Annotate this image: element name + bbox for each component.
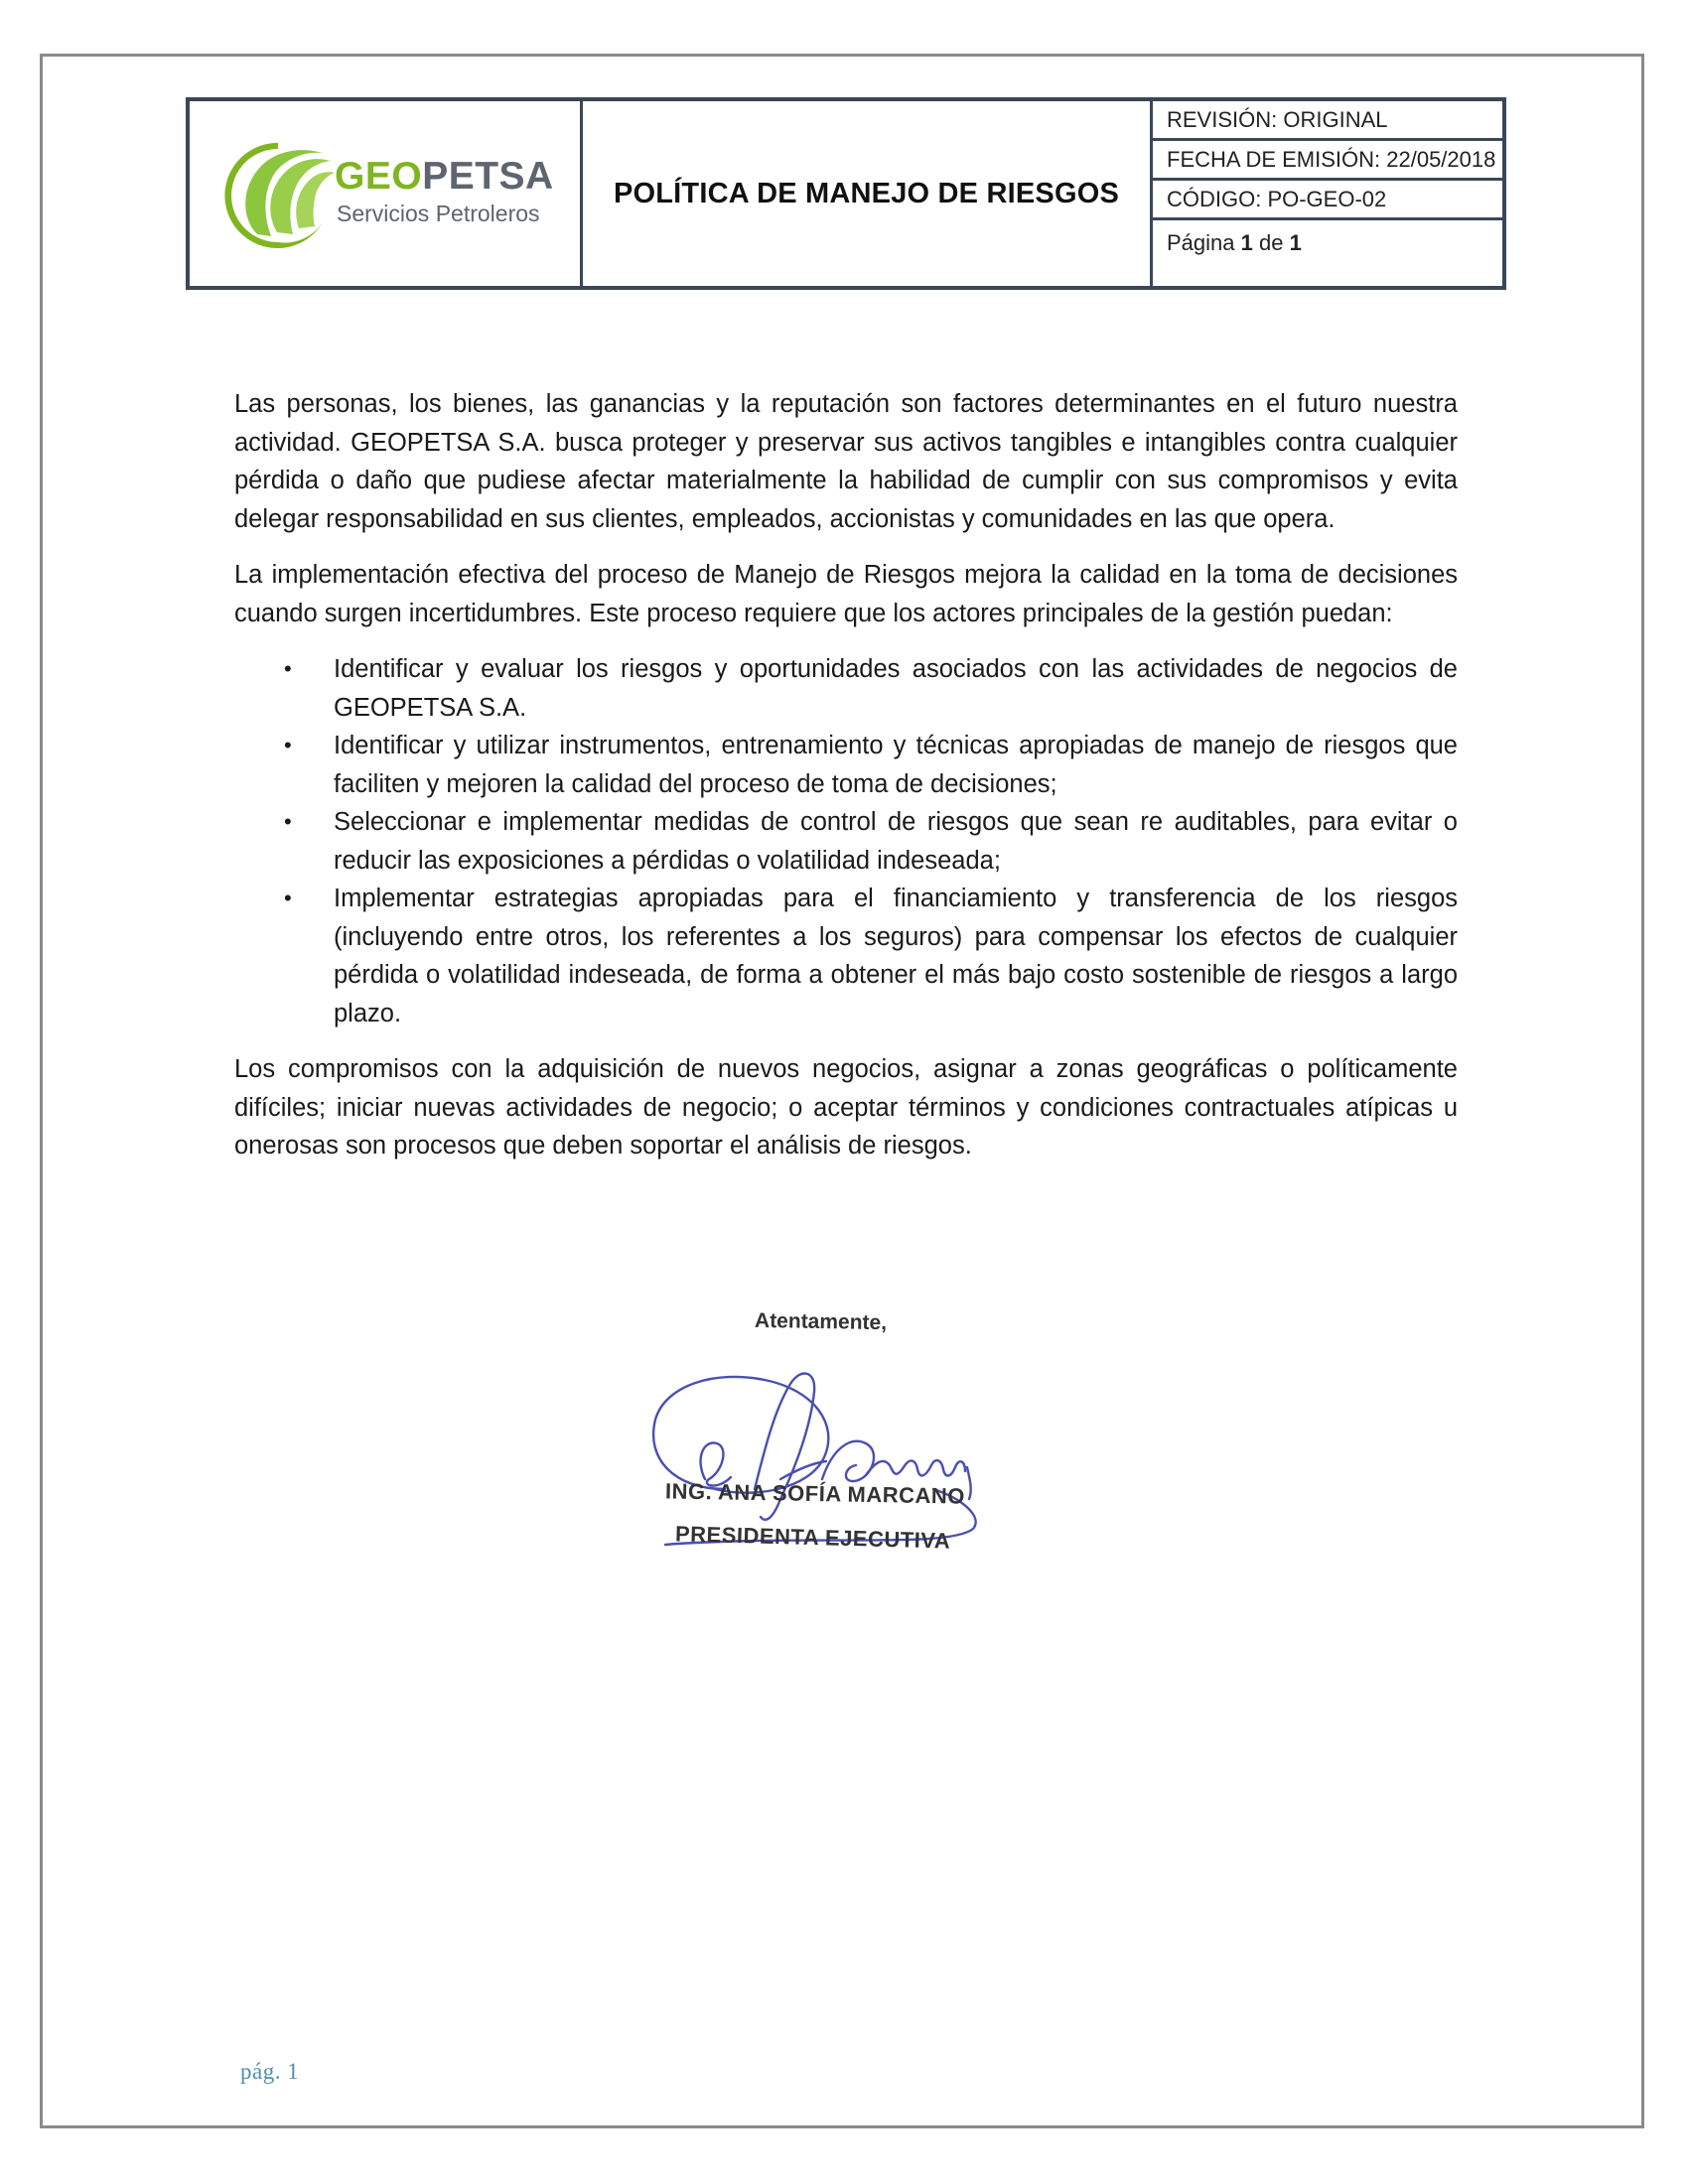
code-field: CÓDIGO: PO-GEO-02 bbox=[1153, 181, 1502, 220]
list-item bbox=[234, 803, 1458, 880]
geopetsa-logo-icon bbox=[219, 137, 337, 254]
page-label: Página bbox=[1167, 230, 1235, 255]
signatory-name: ING. ANA SOFÍA MARCANO bbox=[664, 1478, 966, 1509]
logo-wordmark bbox=[335, 157, 554, 196]
title-cell bbox=[583, 101, 1153, 286]
page-count-field bbox=[1153, 220, 1502, 286]
page-total: 1 bbox=[1289, 230, 1302, 255]
page-of: de bbox=[1259, 230, 1284, 255]
signatory-title: PRESIDENTA EJECUTIVA bbox=[674, 1521, 951, 1554]
document-title: POLÍTICA DE MANEJO DE RIESGOS bbox=[613, 177, 1120, 209]
meta-cell bbox=[1153, 101, 1502, 286]
bullet-icon: • bbox=[284, 656, 292, 681]
footer-page-number: pág. 1 bbox=[240, 2059, 300, 2084]
page-current: 1 bbox=[1240, 230, 1253, 255]
bullet-icon: • bbox=[284, 809, 292, 834]
bullet-icon: • bbox=[284, 733, 292, 757]
bullet-icon: • bbox=[284, 886, 292, 910]
bullet-list bbox=[234, 650, 1458, 1032]
list-item-text: Identificar y evaluar los riesgos y oportunidades asociados con las actividades de negocios de GEOPETSA S.A. bbox=[334, 655, 1458, 722]
list-item-text: Identificar y utilizar instrumentos, entrenamiento y técnicas apropiadas de manejo de riesgos que faciliten y mejoren la calidad del proceso de toma de decisiones; bbox=[334, 732, 1458, 798]
signature-closing: Atentamente, bbox=[754, 1308, 888, 1335]
paragraph-3: Los compromisos con la adquisición de nuevos negocios, asignar a zonas geográficas o políticamente difíciles; iniciar nuevas actividades de negocio; o aceptar términos y condiciones contractuales atípicas u onerosas son procesos que deben soportar el análisis de riesgos. bbox=[234, 1055, 1458, 1160]
paragraph-1: Las personas, los bienes, las ganancias y la reputación son factores determinantes en el futuro nuestra actividad. GEOPETSA S.A. busca proteger y preservar sus activos tangibles e intangibles contra cualquier pérdida o daño que pudiese afectar materialmente la habilidad de cumplir con sus compromisos y evita delegar responsabilidad en sus clientes, empleados, accionistas y comunidades en las que opera. bbox=[234, 390, 1458, 533]
logo-petsa: PETSA bbox=[422, 155, 554, 198]
logo-cell bbox=[190, 101, 583, 286]
list-item bbox=[234, 880, 1458, 1032]
signature-block bbox=[606, 1310, 1062, 1569]
revision-field: REVISIÓN: ORIGINAL bbox=[1153, 101, 1502, 141]
issue-date-field: FECHA DE EMISIÓN: 22/05/2018 bbox=[1153, 141, 1502, 181]
paragraph-2: La implementación efectiva del proceso de Manejo de Riesgos mejora la calidad en la toma de decisiones cuando surgen incertidumbres. Este proceso requiere que los actores principales de la gestión puedan: bbox=[234, 561, 1458, 627]
document-header bbox=[186, 97, 1506, 290]
list-item-text: Seleccionar e implementar medidas de control de riesgos que sean re auditables, para evitar o reducir las exposiciones a pérdidas o volatilidad indeseada; bbox=[334, 808, 1458, 875]
list-item-text: Implementar estrategias apropiadas para el financiamiento y transferencia de los riesgos (incluyendo entre otros, los referentes a los seguros) para compensar los efectos de cualquier pérdida o volatilidad indeseada, de forma a obtener el más bajo costo sostenible de riesgos a largo plazo. bbox=[334, 885, 1458, 1027]
logo-geo: GEO bbox=[335, 155, 423, 198]
list-item bbox=[234, 650, 1458, 727]
logo-tagline: Servicios Petroleros bbox=[337, 201, 540, 226]
list-item bbox=[234, 727, 1458, 803]
document-body bbox=[234, 385, 1458, 1183]
